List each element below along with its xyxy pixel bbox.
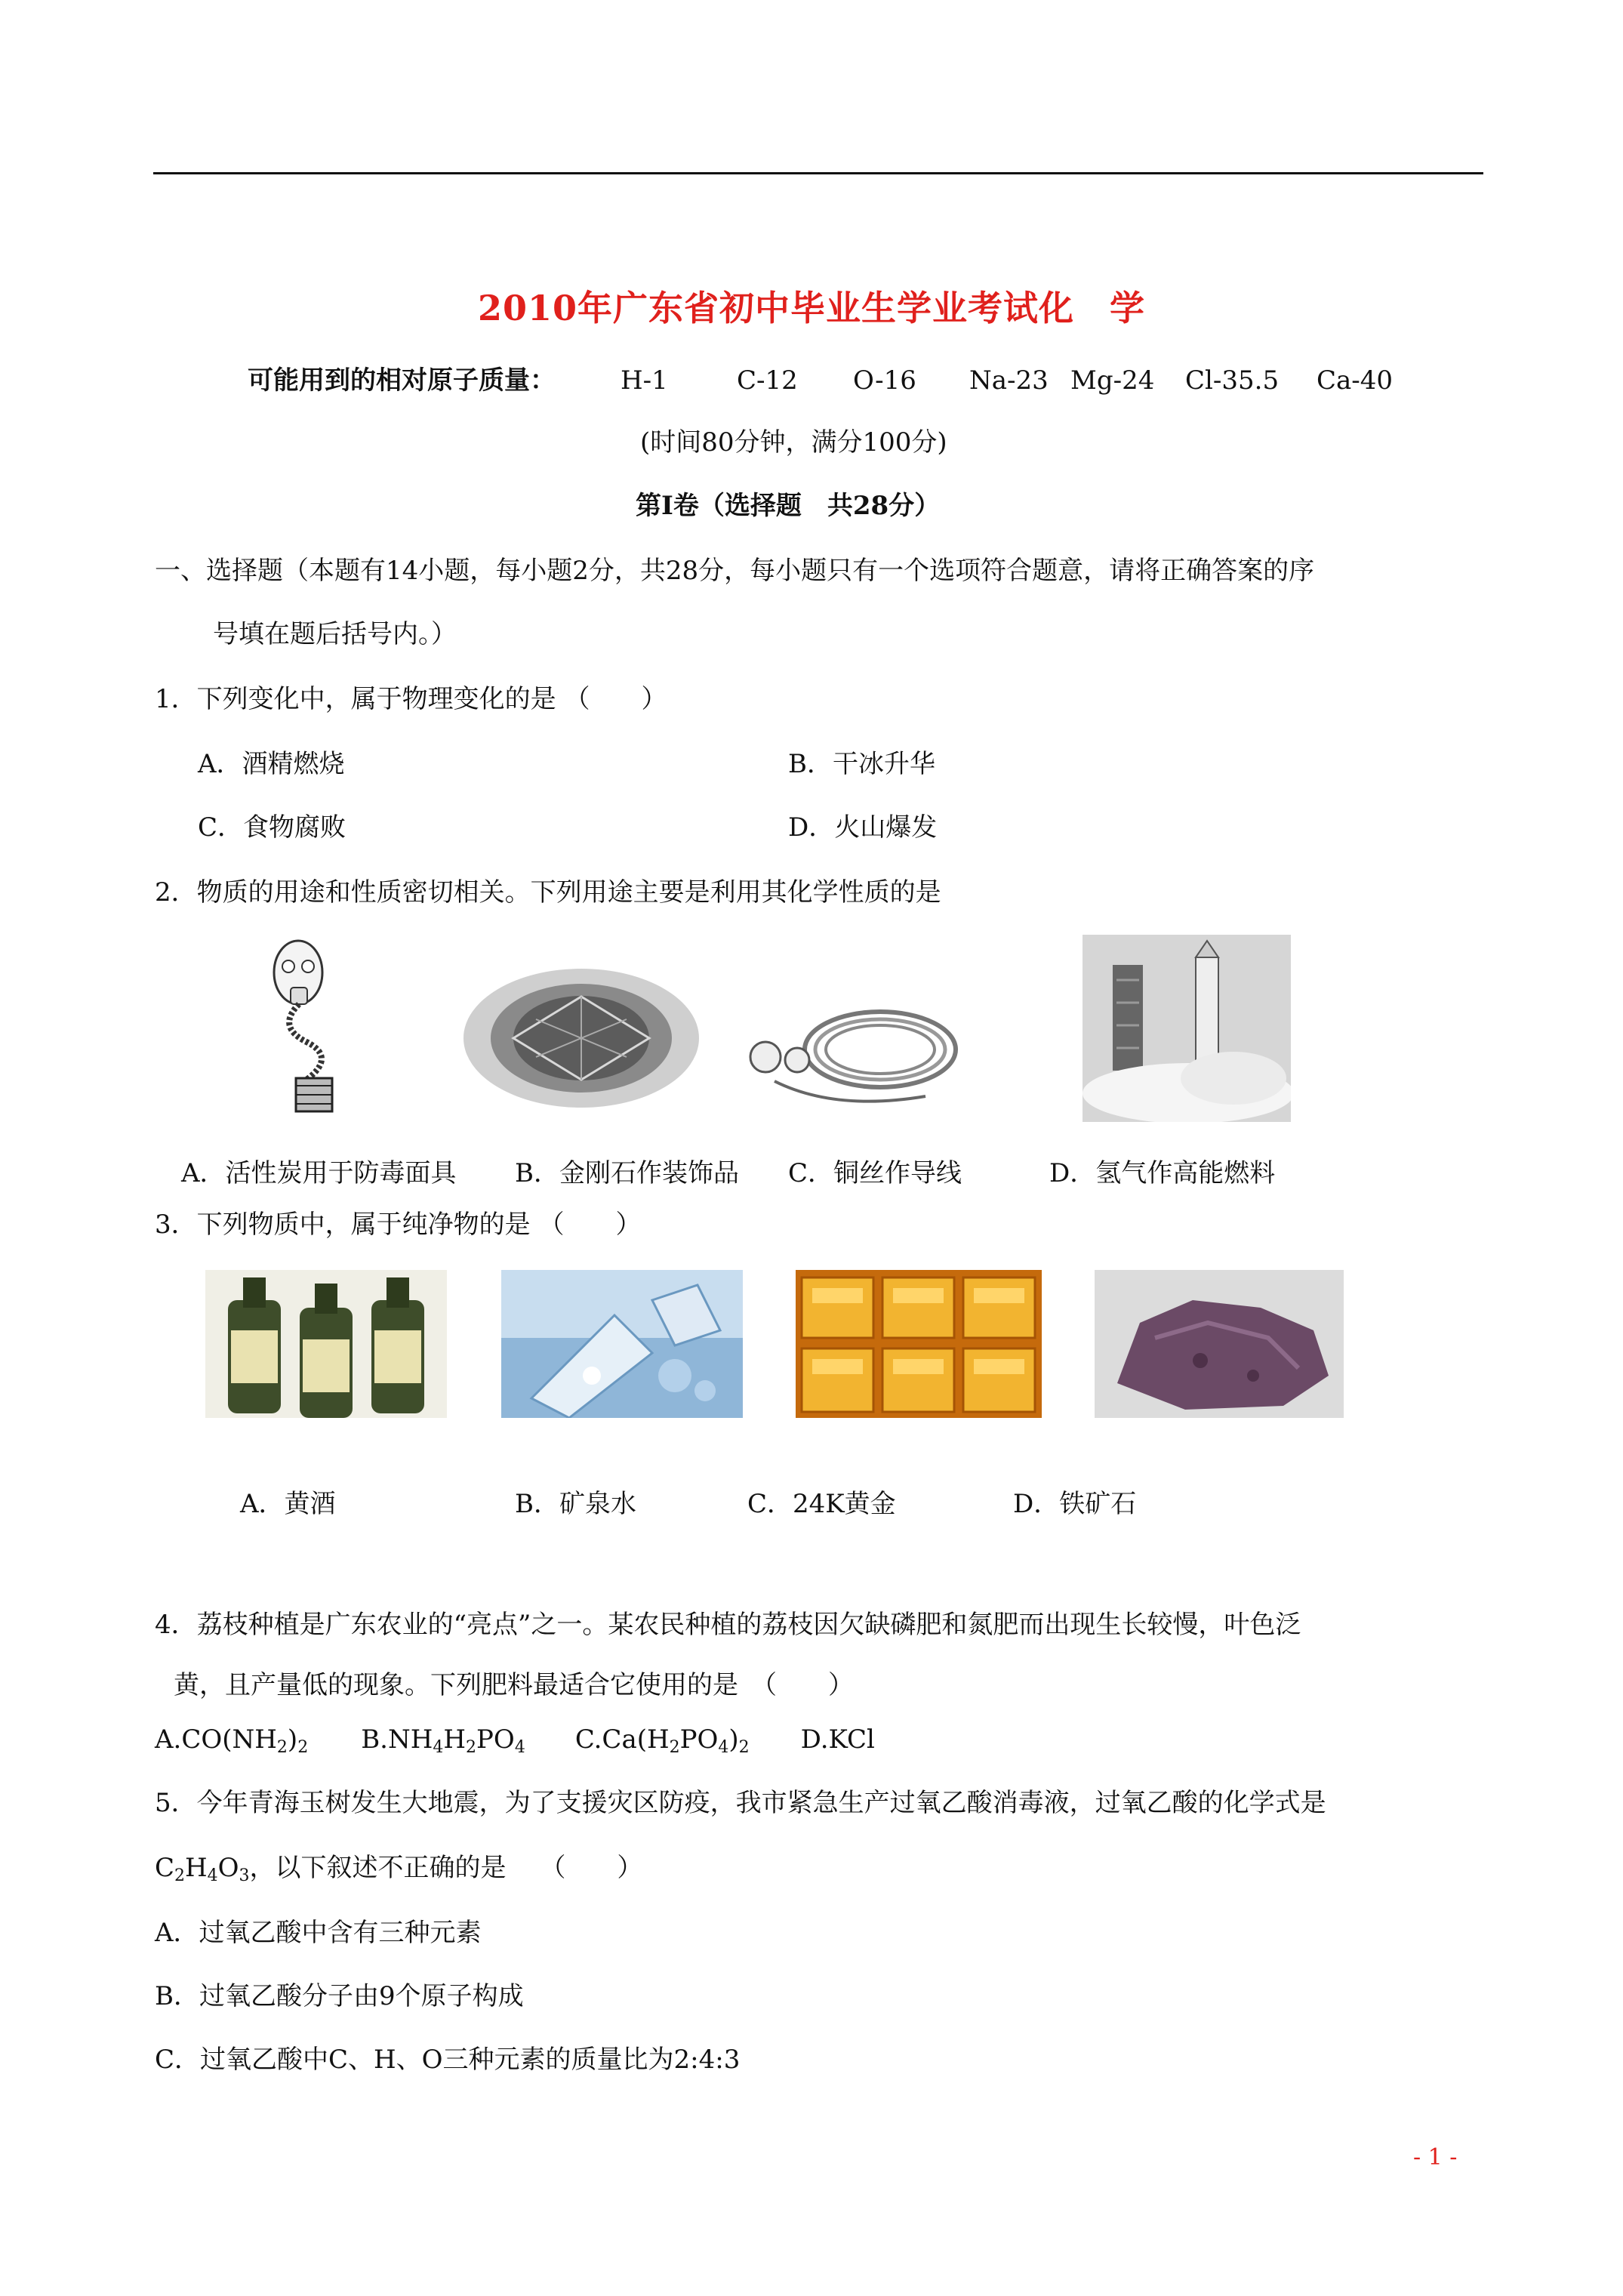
q4-option-d: D.KCl [800, 1724, 875, 1755]
iron-ore-image [1095, 1270, 1344, 1418]
gas-mask-image [257, 935, 370, 1116]
q3-option-c: C．24K黄金 [747, 1489, 896, 1519]
q4-options-line [155, 1723, 875, 1764]
q5-option-a: A．过氧乙酸中含有三种元素 [155, 1918, 482, 1948]
q5-line2: $C_2H_4O_3$，以下叙述不正确的是 （ ） [155, 1853, 643, 1885]
q3-option-b: B．矿泉水 [515, 1489, 636, 1519]
q5-line1: 5．今年青海玉树发生大地震，为了支援灾区防疫，我市紧急生产过氧乙酸消毒液，过氧乙酸的化学式是 [155, 1788, 1326, 1818]
q1-option-b: B．干冰升华 [788, 749, 935, 779]
masses-label: 可能用到的相对原子质量： [248, 365, 556, 396]
q5-option-b: B．过氧乙酸分子由9个原子构成 [155, 1981, 524, 2011]
mass-o: O-16 [853, 365, 916, 396]
q3-stem: 3．下列物质中，属于纯净物的是 （ ） [155, 1210, 642, 1240]
q1-option-c: C．食物腐败 [198, 812, 346, 843]
mineral-water-image [501, 1270, 743, 1418]
q5-formula: $C_2H_4O_3$ [155, 1853, 250, 1885]
mass-na: Na-23 [969, 365, 1049, 396]
q3-option-a: A．黄酒 [240, 1489, 336, 1519]
q2-stem: 2．物质的用途和性质密切相关。下列用途主要是利用其化学性质的是 [155, 877, 941, 908]
q1-option-d: D．火山爆发 [788, 812, 938, 843]
time-note: (时间80分钟，满分100分) [640, 427, 947, 458]
q4-option-a: $A.CO(NH_2)_2$ [155, 1724, 309, 1757]
q4-option-b: $B.NH_4H_2PO_4$ [361, 1724, 525, 1757]
q3-option-d: D．铁矿石 [1013, 1489, 1137, 1519]
instructions-line1: 一、选择题（本题有14小题，每小题2分，共28分，每小题只有一个选项符合题意，请将正确答案的序 [155, 556, 1315, 586]
yellow-wine-image [205, 1270, 447, 1418]
page-number: - 1 - [1413, 2144, 1458, 2171]
gold-bars-image [796, 1270, 1042, 1418]
instructions-line2: 号填在题后括号内。） [213, 619, 457, 649]
q2-option-b: B．金刚石作装饰品 [515, 1158, 739, 1188]
q4-line2: 黄，且产量低的现象。下列肥料最适合它使用的是 （ ） [174, 1670, 854, 1700]
mass-c: C-12 [737, 365, 798, 396]
rocket-launch-image [1083, 935, 1291, 1122]
mass-cl: Cl-35.5 [1185, 365, 1280, 396]
q4-option-c: $C.Ca(H_2PO_4)_2$ [574, 1724, 750, 1757]
mass-ca: Ca-40 [1317, 365, 1394, 396]
mass-h: H-1 [621, 365, 668, 396]
mass-mg: Mg-24 [1070, 365, 1155, 396]
q5-option-c: C．过氧乙酸中C、H、O三种元素的质量比为2:4:3 [155, 2045, 741, 2075]
q1-stem: 1．下列变化中，属于物理变化的是 （ ） [155, 684, 667, 714]
q4-line1: 4．荔枝种植是广东农业的“亮点”之一。某农民种植的荔枝因欠缺磷肥和氮肥而出现生长较慢，叶色泛 [155, 1610, 1301, 1640]
page-title: 2010年广东省初中毕业生学业考试化 学 [477, 288, 1146, 328]
top-rule [153, 172, 1483, 174]
copper-wire-image [744, 998, 963, 1111]
section-title: 第Ⅰ卷（选择题 共28分） [636, 491, 941, 521]
q1-option-a: A．酒精燃烧 [198, 749, 345, 779]
q2-option-c: C．铜丝作导线 [788, 1158, 962, 1188]
q2-option-d: D．氢气作高能燃料 [1049, 1158, 1276, 1188]
q2-option-a: A．活性炭用于防毒面具 [181, 1158, 457, 1188]
diamond-image [462, 966, 701, 1110]
